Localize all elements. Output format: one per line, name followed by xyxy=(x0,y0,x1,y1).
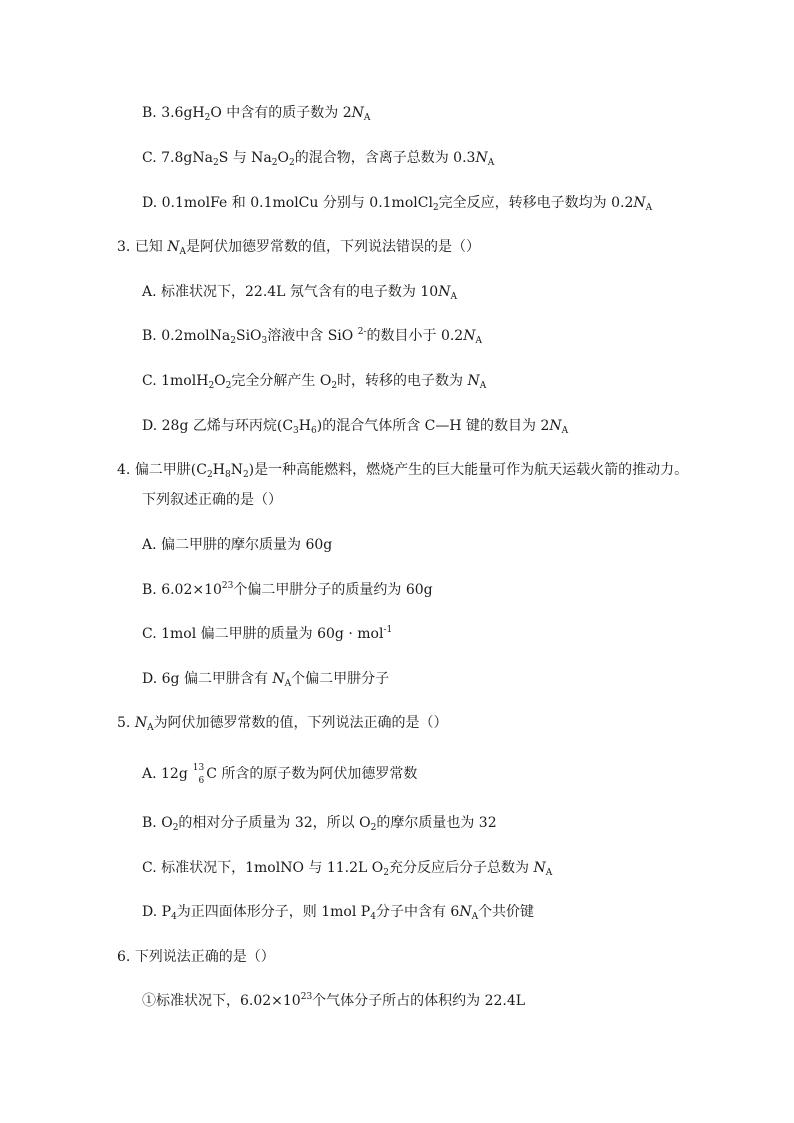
q2-option-c: C. 7.8gNa$_2$S 与 $Na_2O_2$的混合物，含离子总数为 $0.3N_A$ xyxy=(142,150,495,168)
q3-option-a: A. 标准状况下，22.4L 氖气含有的电子数为 $10N_A$ xyxy=(142,284,457,302)
q3-option-d: D. 28g 乙烯与环丙烷$(C_3H_6)$的混合气体所含 C—H 键的数目为 $2N_A$ xyxy=(142,418,569,436)
isotope-notation: 13 6 xyxy=(192,763,205,786)
q6-statement-1: ①标准状况下，$6.02\times 10^{23}$个气体分子所占的体积约为 22.4L xyxy=(142,992,526,1009)
q2-option-b: B. $3.6gH_2O$ 中含有的质子数为 $2N_A$ xyxy=(142,105,371,123)
q4-option-d: D. 6g 偏二甲肼含有 $N_A$个偏二甲肼分子 xyxy=(142,671,390,689)
q3-option-c: C. $1molH_2O_2$完全分解产生 $O_2$时，转移的电子数为 $N_A$ xyxy=(142,373,487,391)
q4-stem-line1: 4. 偏二甲肼$(C_2H_8N_2)$是一种高能燃料，燃烧产生的巨大能量可作为航天运载火箭的推动力。 xyxy=(117,462,689,480)
q4-option-a: A. 偏二甲肼的摩尔质量为 60g xyxy=(142,537,333,553)
q4-option-b: B. $6.02\times 10^{23}$个偏二甲肼分子的质量约为 60g xyxy=(142,581,433,598)
q5-option-d: D. $P_4$为正四面体形分子，则 1mol $P_4$分子中含有 $6N_A$个共价键 xyxy=(142,904,535,922)
q3-stem: 3. 已知 $N_A$是阿伏加德罗常数的值，下列说法错误的是（） xyxy=(117,239,481,257)
q6-stem: 6. 下列说法正确的是（） xyxy=(117,949,275,965)
q5-option-a: A. 12g 13 6 C 所含的原子数为阿伏加德罗常数 xyxy=(142,763,418,786)
q3-option-b: B. 0.2molNa$_2$SiO$_3$溶液中含 SiO $^{2-}$的数目小于 $0.2N_A$ xyxy=(142,327,482,346)
q2-option-d: D. 0.1molFe 和 0.1molCu 分别与 0.1molCl$_2$完全反应，转移电子数均为 $0.2N_A$ xyxy=(142,195,653,213)
q4-option-c: C. 1mol 偏二甲肼的质量为 60g · mol$^{-1}$ xyxy=(142,625,393,642)
q5-option-c: C. 标准状况下，1molNO 与 11.2L $O_2$充分反应后分子总数为 $N_A$ xyxy=(142,860,553,878)
q5-stem: 5. $N_A$为阿伏加德罗常数的值，下列说法正确的是（） xyxy=(117,715,448,733)
q4-stem-line2: 下列叙述正确的是（） xyxy=(142,492,282,508)
q5-option-b: B. $O_2$的相对分子质量为 32，所以 $O_2$的摩尔质量也为 32 xyxy=(142,815,497,833)
